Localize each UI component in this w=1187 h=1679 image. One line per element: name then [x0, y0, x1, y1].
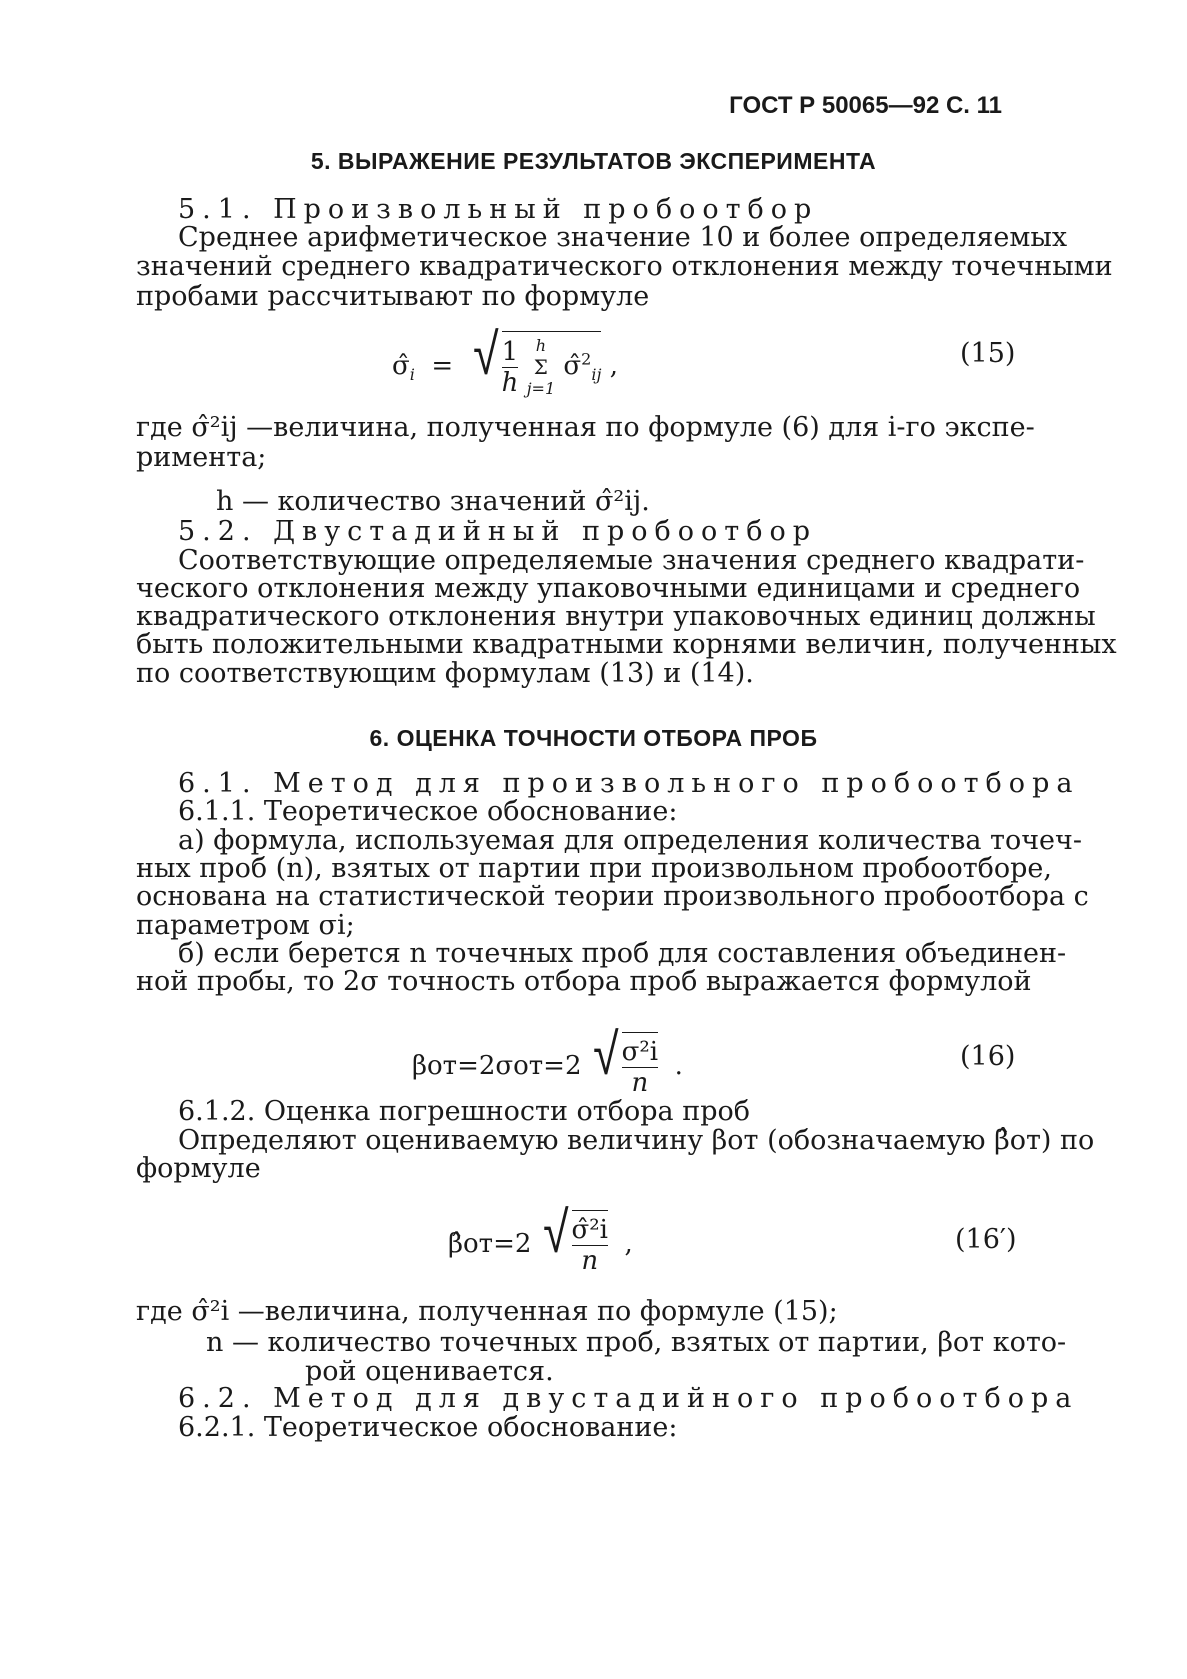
sqrt-icon: √: [542, 1198, 569, 1266]
item-a-line-4: параметром σi;: [136, 910, 355, 941]
f15-num: 1: [501, 336, 519, 367]
f15-lhs: σ̂: [392, 351, 410, 381]
f16-num: σ²i: [621, 1036, 659, 1067]
formula-16p-number: (16′): [955, 1224, 1017, 1255]
f15-den: h: [501, 367, 519, 398]
s611-heading: 6.1.1. Теоретическое обоснование:: [178, 796, 678, 827]
formula-16-number: (16): [960, 1041, 1016, 1072]
f15-sum: Σ: [533, 355, 548, 379]
item-a-line-2: ных проб (n), взятых от партии при произвольном пробоотборе,: [136, 853, 1052, 884]
s52-line-1: Соответствующие определяемые значения среднего квадрати-: [178, 545, 1085, 576]
f15-term-sup: 2: [581, 349, 592, 369]
where16-line-a: где σ̂²i —величина, полученная по формуле (15);: [136, 1296, 838, 1327]
section-5-title: 5. ВЫРАЖЕНИЕ РЕЗУЛЬТАТОВ ЭКСПЕРИМЕНТА: [310, 148, 877, 174]
where15-line-a: где σ̂²ij —величина, полученная по формуле (6) для i-го экспе-: [136, 412, 1035, 443]
f15-sum-top: h: [535, 336, 547, 355]
s51-heading: 5.1. Произвольный пробоотбор: [178, 194, 819, 225]
s62-heading: 6.2. Метод для двустадийного пробоотбора: [178, 1383, 1079, 1414]
f15-sum-bottom: j=1: [526, 379, 556, 398]
formula-16-prime: β̂от=2 √ $\frac{\text{σ̂²i}}{n}$ ,: [448, 1198, 633, 1276]
section-6-title: 6. ОЦЕНКА ТОЧНОСТИ ОТБОРА ПРОБ: [369, 725, 818, 751]
s52-line-3: квадратического отклонения внутри упаковочных единиц должны: [136, 601, 1096, 632]
f16-text: βот=2σот=2: [412, 1051, 582, 1081]
sqrt-icon: √: [472, 320, 499, 388]
s52-heading: 5.2. Двустадийный пробоотбор: [178, 516, 818, 547]
formula-15-number: (15): [960, 338, 1016, 369]
where15-line-c: h — количество значений σ̂²ij.: [216, 486, 650, 517]
formula-15: $\sigmâ_i$ = √ $\frac{1}{h}$ h Σ j=1 σ̂$^2_{ij}$ ,: [392, 320, 618, 398]
where16-line-b: n — количество точечных проб, взятых от партии, βот кото-: [206, 1327, 1067, 1358]
item-a-line-1: а) формула, используемая для определения количества точеч-: [178, 825, 1082, 856]
f15-lhs-sub: i: [409, 365, 415, 385]
item-a-line-3: основана на статистической теории произвольного пробоотбора с: [136, 881, 1089, 912]
s621-heading: 6.2.1. Теоретическое обоснование:: [178, 1412, 678, 1443]
where16-line-c: рой оценивается.: [305, 1356, 554, 1387]
s612-heading: 6.1.2. Оценка погрешности отбора проб: [178, 1096, 750, 1127]
s52-line-5: по соответствующим формулам (13) и (14).: [136, 658, 754, 689]
f16p-num: σ̂²i: [571, 1214, 609, 1245]
f15-term: σ̂: [563, 351, 582, 381]
f16p-den: n: [572, 1245, 609, 1276]
s52-line-4: быть положительными квадратными корнями величин, полученных: [136, 629, 1117, 660]
s51-line-1: Среднее арифметическое значение 10 и более определяемых: [178, 222, 1068, 253]
s61-heading: 6.1. Метод для произвольного пробоотбора: [178, 768, 1080, 799]
item-b-line-1: б) если берется n точечных проб для составления объединен-: [178, 938, 1067, 969]
f15-term-sub: ij: [591, 365, 602, 385]
s612-line-1: Определяют оцениваемую величину βот (обозначаемую β̂от) по: [178, 1125, 1095, 1156]
f16p-text: β̂от=2: [448, 1229, 532, 1259]
formula-16: βот=2σот=2 √ $\frac{\text{σ²i}}{n}$ .: [412, 1020, 683, 1098]
f16-den: n: [622, 1067, 659, 1098]
s51-line-2: значений среднего квадратического отклонения между точечными: [136, 251, 1113, 282]
s51-line-3: пробами рассчитывают по формуле: [136, 281, 650, 312]
item-b-line-2: ной пробы, то 2σ точность отбора проб выражается формулой: [136, 966, 1032, 997]
sqrt-icon: √: [592, 1020, 619, 1088]
page-header: ГОСТ Р 50065—92 С. 11: [729, 92, 1002, 119]
where15-line-b: римента;: [136, 442, 267, 473]
s52-line-2: ческого отклонения между упаковочными единицами и среднего: [136, 573, 1081, 604]
s612-line-2: формуле: [136, 1153, 261, 1184]
